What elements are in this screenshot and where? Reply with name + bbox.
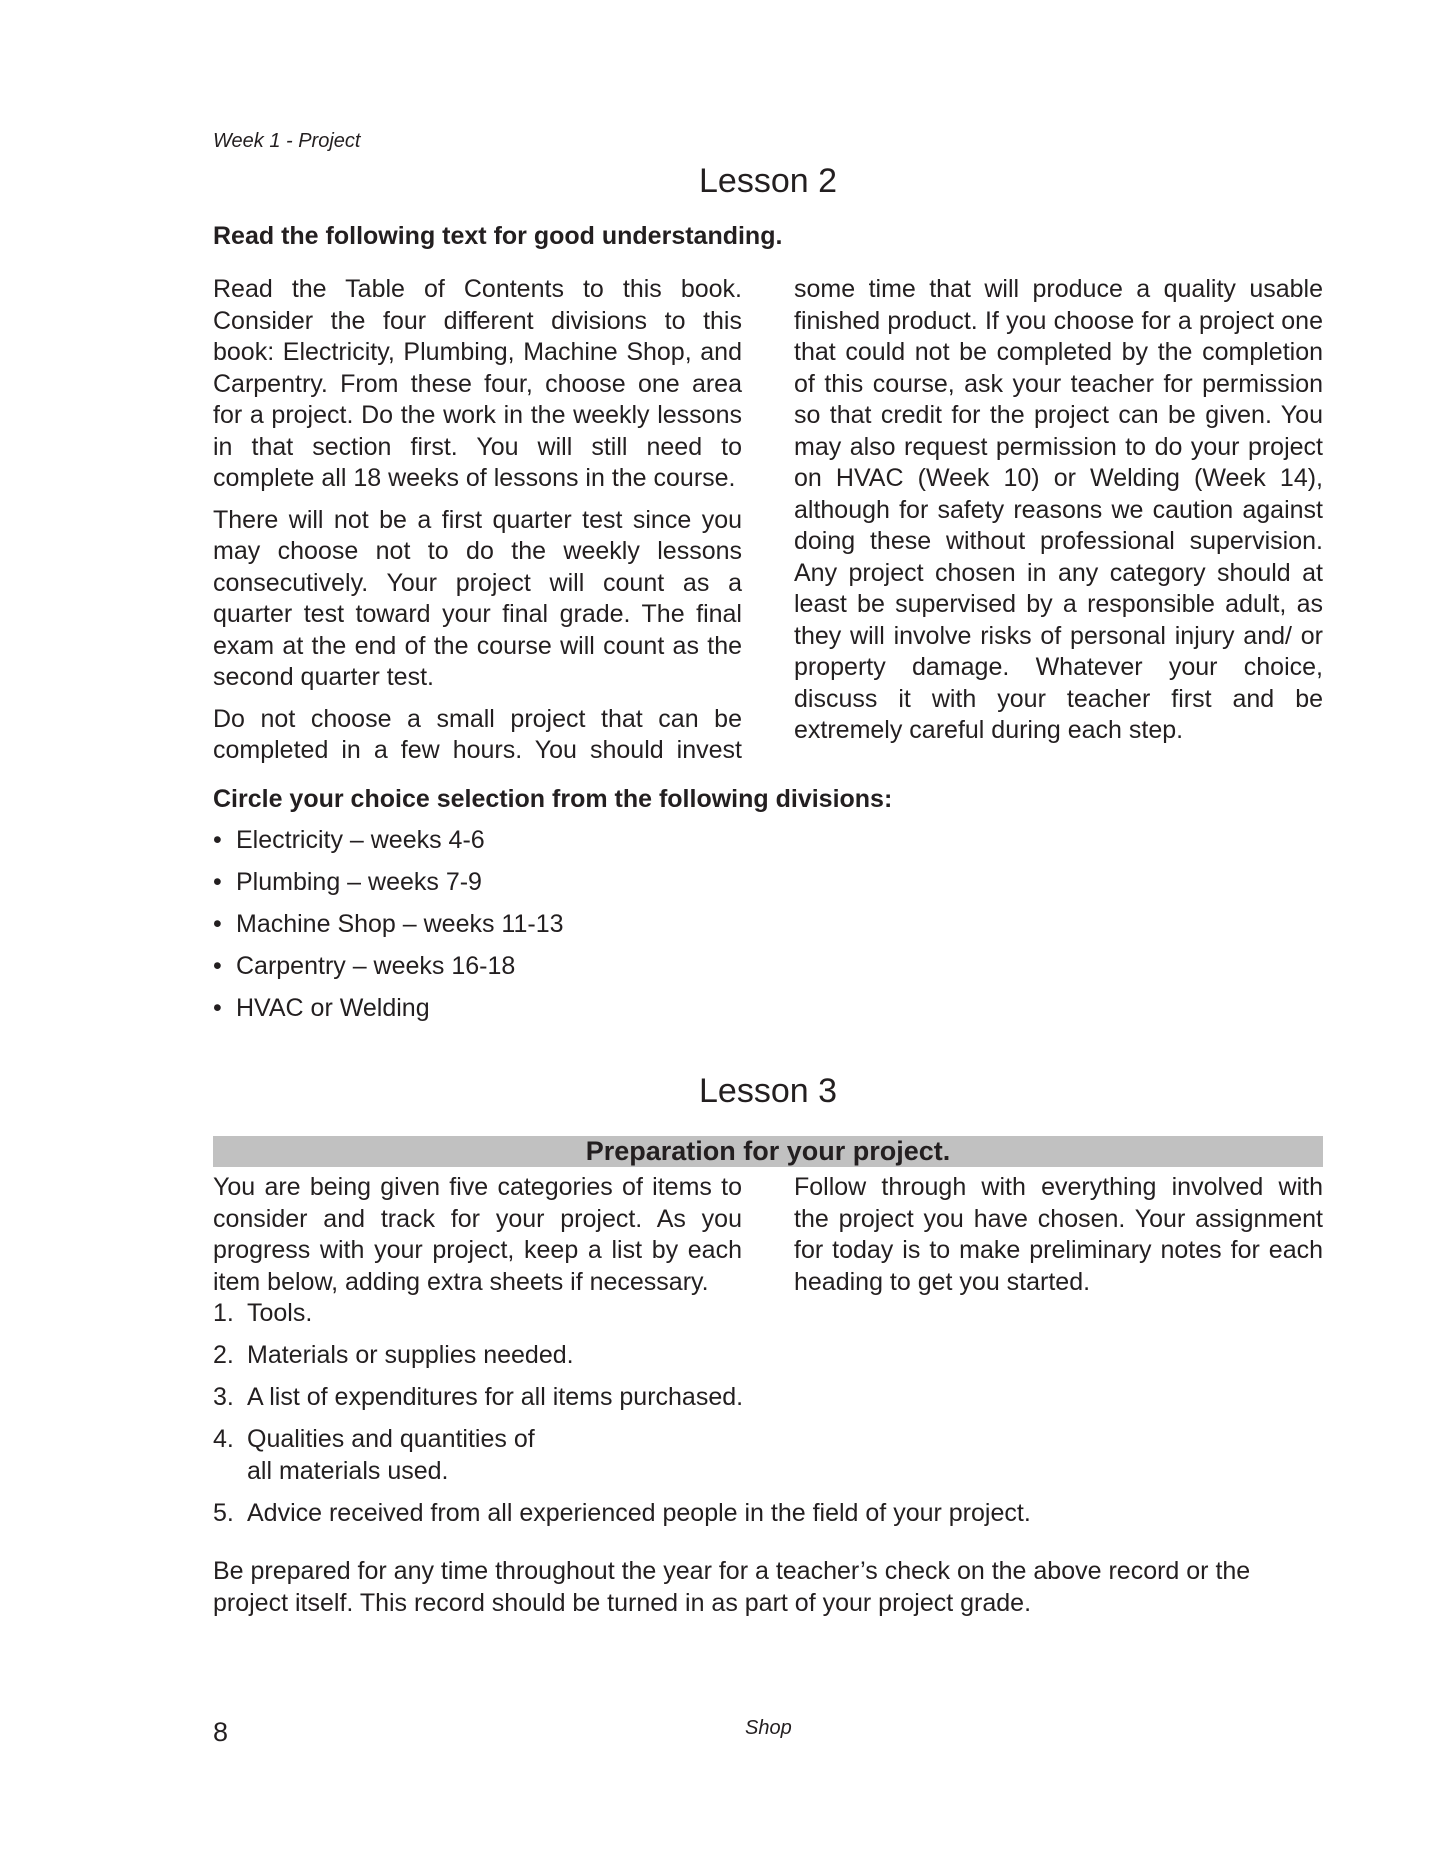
item-text: Tools. — [247, 1299, 313, 1327]
tracking-item — [213, 1340, 1323, 1372]
item-text: Advice received from all experienced people in the field of your project. — [247, 1498, 1031, 1527]
divisions-list — [213, 825, 1323, 1035]
running-head: Week 1 - Project — [213, 130, 361, 152]
item-number: 1. — [213, 1299, 234, 1327]
item-number: 4. — [213, 1425, 234, 1453]
item-text-line: Qualities and quantities of — [247, 1425, 535, 1453]
item-text-line: all materials used. — [247, 1456, 449, 1485]
item-text — [247, 1424, 535, 1487]
lesson-2-paragraph: Do not choose a small project that can be completed in a few hours. You should invest some time that will produce a quality usable finished product. If you choose for a project one that could not be completed by the completion of this course, ask your teacher for permission so that credit for the project can be given. You may also request permission to do your project on HVAC (Week 10) or Welding (Week 14), although for safety reasons we caution against doing these without professional supervision. Any project chosen in any category should at least be supervised by a responsible adult, as they will involve risks of personal injury and/ or property damage. Whatever your choice, discuss it with your teacher first and be extremely careful during each step. — [213, 275, 1323, 764]
page-number: 8 — [213, 1717, 229, 1747]
lesson-2-body — [213, 274, 1323, 767]
division-label: Machine Shop – weeks 11-13 — [236, 910, 564, 938]
lesson-3-title: Lesson 3 — [699, 1072, 837, 1110]
footer-book-title: Shop — [745, 1717, 792, 1739]
tracking-item — [213, 1298, 1323, 1330]
item-text: Materials or supplies needed. — [247, 1341, 574, 1369]
tracking-item — [213, 1382, 1323, 1414]
tracking-item — [213, 1498, 1323, 1530]
division-item — [213, 909, 1323, 941]
lesson-2-paragraph: There will not be a first quarter test since you may choose not to do the weekly lessons consecutively. Your project will count as a quarter test toward your final grade. The final exam at the end of the course will count as the second quarter test. — [213, 505, 742, 691]
division-item — [213, 825, 1323, 857]
lesson-2-title: Lesson 2 — [699, 162, 837, 200]
section-heading-bar: Preparation for your project. — [213, 1136, 1323, 1167]
item-number: 2. — [213, 1341, 234, 1369]
tracking-items-list — [213, 1298, 1323, 1540]
division-item — [213, 993, 1323, 1025]
lesson-2-instruction: Read the following text for good understanding. — [213, 222, 783, 250]
bullet-icon: • — [213, 910, 222, 938]
lesson-3-paragraph: You are being given five categories of items to consider and track for your project. As you progress with your project, keep a list by each item below, adding extra sheets if necessary. — [213, 1173, 742, 1296]
division-item — [213, 951, 1323, 983]
division-label: Electricity – weeks 4-6 — [236, 826, 485, 854]
item-number: 5. — [213, 1498, 234, 1527]
bullet-icon: • — [213, 994, 222, 1022]
bullet-icon: • — [213, 868, 222, 896]
lesson-3-body — [213, 1172, 1323, 1308]
choice-prompt: Circle your choice selection from the following divisions: — [213, 785, 893, 813]
lesson-2-paragraph: Read the Table of Contents to this book. Consider the four different divisions to this book: Electricity, Plumbing, Machine Shop, and Carpentry. From these four, choose one area for a project. Do the work in the weekly lessons in that section first. You will still need to complete all 18 weeks of lessons in the course. — [213, 275, 742, 492]
closing-paragraph: Be prepared for any time throughout the year for a teacher’s check on the above record or the project itself. This record should be turned in as part of your project grade. — [213, 1557, 1251, 1617]
division-label: Carpentry – weeks 16-18 — [236, 952, 516, 980]
division-label: Plumbing – weeks 7-9 — [236, 868, 482, 896]
lesson-3-paragraph: Follow through with everything involved with the project you have chosen. Your assignment for today is to make preliminary notes for each heading to get you started. — [794, 1173, 1323, 1296]
item-text: A list of expenditures for all items purchased. — [247, 1383, 744, 1411]
division-label: HVAC or Welding — [236, 994, 430, 1022]
bullet-icon: • — [213, 952, 222, 980]
bullet-icon: • — [213, 826, 222, 854]
item-number: 3. — [213, 1383, 234, 1411]
tracking-item — [213, 1424, 1323, 1487]
division-item — [213, 867, 1323, 899]
